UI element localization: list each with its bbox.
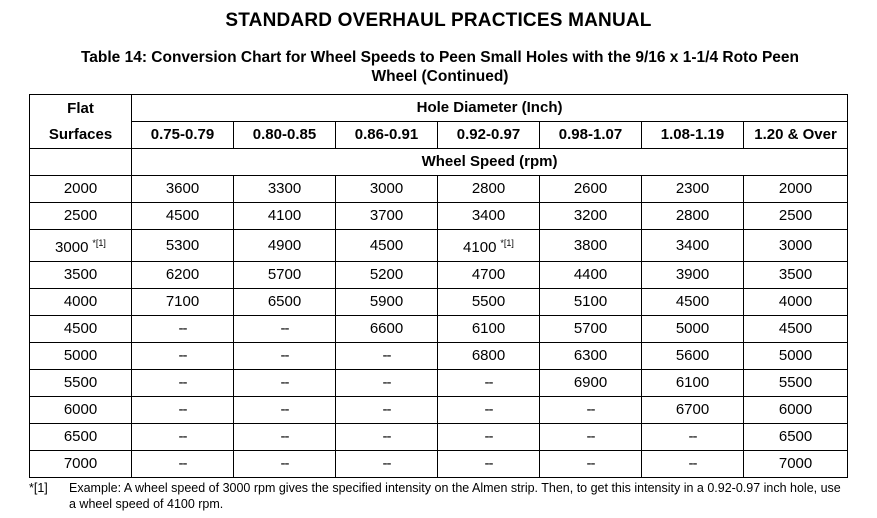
wheel-speed-cell bbox=[234, 316, 336, 343]
wheel-speed-value: 4500 bbox=[675, 293, 710, 310]
wheel-speed-cell bbox=[132, 316, 234, 343]
wheel-speed-cell bbox=[336, 424, 438, 451]
flat-surfaces-header bbox=[30, 95, 132, 149]
header-row-1 bbox=[30, 95, 848, 122]
wheel-speed-value: 6700 bbox=[675, 401, 710, 418]
wheel-speed-value: 4500 bbox=[369, 236, 404, 254]
flat-surface-cell bbox=[30, 176, 132, 203]
wheel-speed-cell bbox=[132, 230, 234, 262]
wheel-speed-value: -- bbox=[484, 455, 493, 472]
wheel-speed-cell bbox=[132, 262, 234, 289]
wheel-speed-value: -- bbox=[382, 428, 391, 445]
wheel-speed-cell bbox=[438, 230, 540, 262]
wheel-speed-cell bbox=[132, 203, 234, 230]
wheel-speed-cell bbox=[642, 343, 744, 370]
wheel-speed-cell bbox=[744, 370, 848, 397]
wheel-speed-cell bbox=[132, 343, 234, 370]
wheel-speed-cell bbox=[234, 262, 336, 289]
wheel-speed-cell bbox=[132, 176, 234, 203]
table-row bbox=[30, 370, 848, 397]
wheel-speed-cell bbox=[438, 370, 540, 397]
wheel-speed-value: 4700 bbox=[471, 266, 506, 283]
wheel-speed-value: 3800 bbox=[573, 236, 608, 254]
wheel-speed-value: -- bbox=[178, 320, 187, 337]
wheel-speed-cell bbox=[438, 262, 540, 289]
table-row bbox=[30, 289, 848, 316]
wheel-speed-cell bbox=[336, 262, 438, 289]
wheel-speed-value: 5500 bbox=[471, 293, 506, 310]
wheel-speed-cell bbox=[336, 316, 438, 343]
column-header: 0.80-0.85 bbox=[234, 122, 336, 149]
flat-surface-cell bbox=[30, 316, 132, 343]
wheel-speed-cell bbox=[540, 343, 642, 370]
wheel-speed-value: -- bbox=[382, 347, 391, 364]
wheel-speed-cell bbox=[642, 397, 744, 424]
wheel-speed-value: 2000 bbox=[778, 180, 813, 197]
footnote-text: Example: A wheel speed of 3000 rpm gives the specified intensity on the Almen strip. Then, to get this intensity in a 0.92-0.97 inch hole, use a wheel speed of 4100 rpm. bbox=[69, 481, 841, 511]
wheel-speed-value: -- bbox=[280, 374, 289, 391]
footnote-reference: *[1] bbox=[500, 238, 514, 248]
wheel-speed-cell bbox=[540, 203, 642, 230]
wheel-speed-value: 5200 bbox=[369, 266, 404, 283]
wheel-speed-header: Wheel Speed (rpm) bbox=[132, 149, 848, 176]
wheel-speed-value: -- bbox=[382, 455, 391, 472]
flat-surface-cell bbox=[30, 370, 132, 397]
column-header: 1.08-1.19 bbox=[642, 122, 744, 149]
flat-surface-value: 2500 bbox=[63, 207, 98, 224]
flat-surface-cell bbox=[30, 203, 132, 230]
wheel-speed-cell bbox=[642, 262, 744, 289]
wheel-speed-cell bbox=[744, 424, 848, 451]
wheel-speed-value: 5600 bbox=[675, 347, 710, 364]
wheel-speed-value: 2800 bbox=[675, 207, 710, 224]
wheel-speed-cell bbox=[438, 176, 540, 203]
wheel-speed-cell bbox=[744, 451, 848, 478]
wheel-speed-cell bbox=[540, 424, 642, 451]
wheel-speed-value: -- bbox=[484, 374, 493, 391]
column-header: 0.98-1.07 bbox=[540, 122, 642, 149]
wheel-speed-cell bbox=[336, 343, 438, 370]
wheel-speed-value: 3400 bbox=[471, 207, 506, 224]
wheel-speed-value: 6500 bbox=[267, 293, 302, 310]
wheel-speed-value: 4500 bbox=[778, 320, 813, 337]
wheel-speed-cell bbox=[132, 289, 234, 316]
table-body bbox=[30, 176, 848, 478]
wheel-speed-value: -- bbox=[280, 455, 289, 472]
column-header: 0.86-0.91 bbox=[336, 122, 438, 149]
wheel-speed-value: 2800 bbox=[471, 180, 506, 197]
wheel-speed-value: -- bbox=[280, 428, 289, 445]
wheel-speed-cell bbox=[744, 176, 848, 203]
wheel-speed-cell bbox=[540, 176, 642, 203]
wheel-speed-cell bbox=[744, 203, 848, 230]
wheel-speed-cell bbox=[234, 230, 336, 262]
flat-surface-value: 7000 bbox=[63, 455, 98, 472]
table-row bbox=[30, 451, 848, 478]
flat-surface-cell bbox=[30, 262, 132, 289]
wheel-speed-cell bbox=[234, 176, 336, 203]
wheel-speed-cell bbox=[438, 397, 540, 424]
wheel-speed-value: 4000 bbox=[778, 293, 813, 310]
wheel-speed-value: 5300 bbox=[165, 236, 200, 254]
footnote-reference: *[1] bbox=[92, 238, 106, 248]
table-row bbox=[30, 203, 848, 230]
wheel-speed-value: -- bbox=[382, 401, 391, 418]
table-row bbox=[30, 316, 848, 343]
wheel-speed-value: -- bbox=[178, 455, 187, 472]
wheel-speed-value: 6300 bbox=[573, 347, 608, 364]
wheel-speed-value: -- bbox=[586, 455, 595, 472]
wheel-speed-cell bbox=[438, 289, 540, 316]
wheel-speed-value: -- bbox=[280, 320, 289, 337]
wheel-speed-value: 4900 bbox=[267, 236, 302, 254]
wheel-speed-cell bbox=[438, 316, 540, 343]
flat-surface-value: 3500 bbox=[63, 266, 98, 283]
column-header-row bbox=[30, 122, 848, 149]
wheel-speed-cell bbox=[540, 262, 642, 289]
wheel-speed-cell bbox=[642, 424, 744, 451]
column-header: 0.75-0.79 bbox=[132, 122, 234, 149]
flat-surfaces-header-line2: Surfaces bbox=[48, 125, 113, 143]
wheel-speed-cell bbox=[744, 316, 848, 343]
wheel-speed-cell bbox=[336, 289, 438, 316]
wheel-speed-cell bbox=[234, 289, 336, 316]
wheel-speed-cell bbox=[336, 370, 438, 397]
flat-surface-cell bbox=[30, 397, 132, 424]
wheel-speed-cell bbox=[744, 262, 848, 289]
wheel-speed-cell bbox=[132, 424, 234, 451]
manual-title: STANDARD OVERHAUL PRACTICES MANUAL bbox=[225, 10, 652, 31]
wheel-speed-value: 4100 bbox=[267, 207, 302, 224]
wheel-speed-value: 4500 bbox=[165, 207, 200, 224]
wheel-speed-cell bbox=[438, 203, 540, 230]
wheel-speed-value: -- bbox=[178, 374, 187, 391]
wheel-speed-value: 6600 bbox=[369, 320, 404, 337]
wheel-speed-value: -- bbox=[382, 374, 391, 391]
wheel-speed-cell bbox=[540, 289, 642, 316]
wheel-speed-value: 4400 bbox=[573, 266, 608, 283]
wheel-speed-value: 4100 bbox=[463, 239, 497, 256]
wheel-speed-cell bbox=[234, 397, 336, 424]
wheel-speed-cell bbox=[132, 370, 234, 397]
wheel-speed-cell bbox=[540, 230, 642, 262]
empty-header-cell bbox=[30, 149, 132, 176]
wheel-speed-cell bbox=[642, 203, 744, 230]
wheel-speed-cell bbox=[132, 397, 234, 424]
wheel-speed-value: -- bbox=[688, 455, 697, 472]
wheel-speed-value: 5500 bbox=[778, 374, 813, 391]
wheel-speed-value: 5700 bbox=[573, 320, 608, 337]
flat-surface-value: 4500 bbox=[63, 320, 98, 337]
flat-surface-value: 5500 bbox=[63, 374, 98, 391]
table-caption bbox=[20, 48, 860, 86]
wheel-speed-cell bbox=[540, 316, 642, 343]
flat-surface-value: 5000 bbox=[63, 347, 98, 364]
flat-surface-value: 3000 bbox=[55, 239, 89, 256]
flat-surface-value: 6500 bbox=[63, 428, 98, 445]
wheel-speed-value: 6000 bbox=[778, 401, 813, 418]
wheel-speed-value: 5900 bbox=[369, 293, 404, 310]
wheel-speed-value: 5100 bbox=[573, 293, 608, 310]
wheel-speed-cell bbox=[744, 397, 848, 424]
wheel-speed-value: -- bbox=[586, 428, 595, 445]
wheel-speed-value: -- bbox=[178, 428, 187, 445]
column-header: 0.92-0.97 bbox=[438, 122, 540, 149]
wheel-speed-cell bbox=[642, 316, 744, 343]
wheel-speed-cell bbox=[336, 203, 438, 230]
flat-surface-cell bbox=[30, 424, 132, 451]
wheel-speed-value: 5000 bbox=[778, 347, 813, 364]
wheel-speed-value: 3700 bbox=[369, 207, 404, 224]
wheel-speed-cell bbox=[744, 289, 848, 316]
wheel-speed-cell bbox=[234, 343, 336, 370]
wheel-speed-cell bbox=[336, 176, 438, 203]
table-caption-line2: Wheel (Continued) bbox=[371, 68, 509, 85]
wheel-speed-cell bbox=[234, 424, 336, 451]
wheel-speed-cell bbox=[540, 397, 642, 424]
wheel-speed-value: 2300 bbox=[675, 180, 710, 197]
wheel-speed-cell bbox=[642, 176, 744, 203]
wheel-speed-cell bbox=[234, 370, 336, 397]
wheel-speed-value: 6100 bbox=[675, 374, 710, 391]
wheel-speed-value: -- bbox=[280, 401, 289, 418]
wheel-speed-cell bbox=[540, 451, 642, 478]
wheel-speed-cell bbox=[336, 451, 438, 478]
wheel-speed-value: 6200 bbox=[165, 266, 200, 283]
column-header: 1.20 & Over bbox=[744, 122, 848, 149]
flat-surface-value: 2000 bbox=[63, 180, 98, 197]
wheel-speed-cell bbox=[744, 343, 848, 370]
table-row bbox=[30, 230, 848, 262]
wheel-speed-value: -- bbox=[280, 347, 289, 364]
wheel-speed-value: -- bbox=[586, 401, 595, 418]
wheel-speed-value: 6100 bbox=[471, 320, 506, 337]
header-row-3 bbox=[30, 149, 848, 176]
flat-surface-cell bbox=[30, 451, 132, 478]
table-row bbox=[30, 176, 848, 203]
flat-surface-cell bbox=[30, 343, 132, 370]
wheel-speed-cell bbox=[642, 289, 744, 316]
wheel-speed-value: 2600 bbox=[573, 180, 608, 197]
wheel-speed-cell bbox=[132, 451, 234, 478]
wheel-speed-cell bbox=[438, 451, 540, 478]
wheel-speed-value: -- bbox=[484, 401, 493, 418]
wheel-speed-value: 3000 bbox=[369, 180, 404, 197]
wheel-speed-value: 6900 bbox=[573, 374, 608, 391]
wheel-speed-value: 3900 bbox=[675, 266, 710, 283]
wheel-speed-cell bbox=[336, 230, 438, 262]
wheel-speed-value: -- bbox=[178, 401, 187, 418]
footnote-mark: *[1] bbox=[29, 481, 48, 495]
table-row bbox=[30, 397, 848, 424]
table-row bbox=[30, 262, 848, 289]
wheel-speed-cell bbox=[540, 370, 642, 397]
flat-surface-cell bbox=[30, 289, 132, 316]
wheel-speed-cell bbox=[336, 397, 438, 424]
wheel-speed-value: 5000 bbox=[675, 320, 710, 337]
wheel-speed-value: 7000 bbox=[778, 455, 813, 472]
wheel-speed-value: 3500 bbox=[778, 266, 813, 283]
wheel-speed-cell bbox=[234, 203, 336, 230]
wheel-speed-cell bbox=[642, 451, 744, 478]
wheel-speed-value: 5700 bbox=[267, 266, 302, 283]
hole-diameter-header: Hole Diameter (Inch) bbox=[132, 95, 848, 122]
wheel-speed-value: 3300 bbox=[267, 180, 302, 197]
wheel-speed-value: -- bbox=[178, 347, 187, 364]
wheel-speed-cell bbox=[438, 424, 540, 451]
wheel-speed-cell bbox=[744, 230, 848, 262]
wheel-speed-cell bbox=[642, 230, 744, 262]
wheel-speed-cell bbox=[642, 370, 744, 397]
wheel-speed-cell bbox=[234, 451, 336, 478]
wheel-speed-value: -- bbox=[688, 428, 697, 445]
table-caption-line1: Table 14: Conversion Chart for Wheel Speeds to Peen Small Holes with the 9/16 x 1-1/4 Roto Peen bbox=[80, 49, 800, 66]
wheel-speed-value: 6500 bbox=[778, 428, 813, 445]
wheel-speed-value: 3000 bbox=[778, 236, 813, 254]
wheel-speed-value: 6800 bbox=[471, 347, 506, 364]
wheel-speed-value: 3200 bbox=[573, 207, 608, 224]
wheel-speed-value: 3400 bbox=[675, 236, 710, 254]
wheel-speed-value: 7100 bbox=[165, 293, 200, 310]
flat-surface-value: 6000 bbox=[63, 401, 98, 418]
flat-surfaces-header-line1: Flat bbox=[67, 99, 94, 117]
wheel-speed-cell bbox=[438, 343, 540, 370]
conversion-table bbox=[29, 94, 848, 478]
wheel-speed-value: -- bbox=[484, 428, 493, 445]
flat-surface-cell bbox=[30, 230, 132, 262]
table-row bbox=[30, 343, 848, 370]
flat-surface-value: 4000 bbox=[63, 293, 98, 310]
wheel-speed-value: 3600 bbox=[165, 180, 200, 197]
table-row bbox=[30, 424, 848, 451]
wheel-speed-value: 2500 bbox=[778, 207, 813, 224]
